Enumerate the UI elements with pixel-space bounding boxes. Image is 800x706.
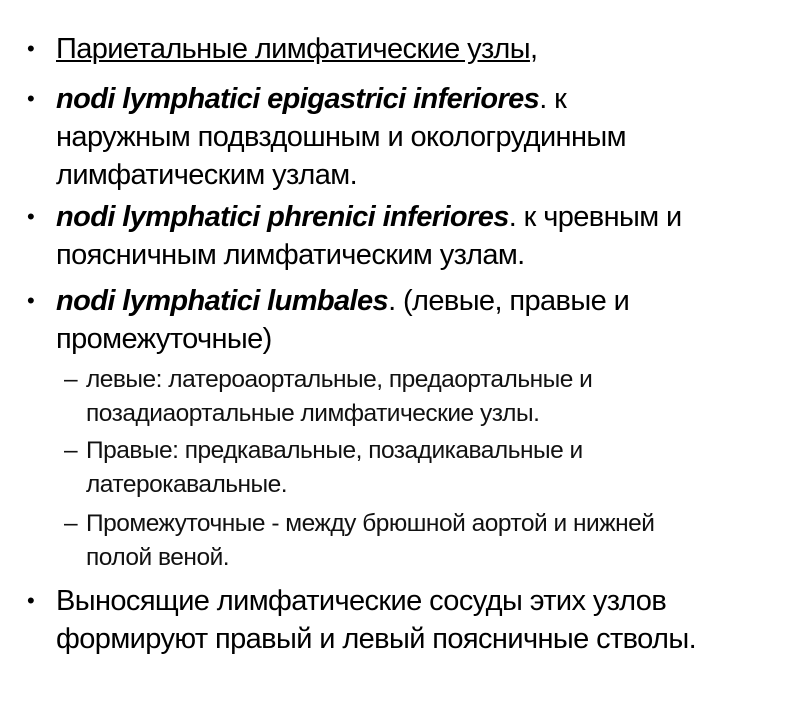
subitem-right: – Правые: предкавальные, позадикавальные и латерокавальные. (86, 434, 583, 502)
latin-term: nodi lymphatici epigastrici inferiores (56, 83, 540, 115)
latin-term: nodi lymphatici phrenici inferiores (56, 201, 509, 233)
bullet-icon: • (27, 204, 35, 229)
dash-icon: – (64, 437, 78, 464)
bullet-icon: • (27, 288, 35, 313)
bullet-item-phrenic: • nodi lymphatici phrenici inferiores. к чревным и поясничным лимфатическим узлам. (56, 198, 682, 274)
heading-text: Париетальные лимфатические узлы (56, 33, 530, 65)
dash-icon: – (64, 510, 78, 537)
bullet-item-epigastric: • nodi lymphatici epigastrici inferiores. к наружным подвздошным и окологрудинным лимфатическим узлам. (56, 80, 626, 194)
latin-term: nodi lymphatici lumbales (56, 285, 389, 317)
dash-icon: – (64, 366, 78, 393)
bullet-icon: • (27, 36, 35, 61)
subitem-left: – левые: латероаортальные, предаортальные и позадиаортальные лимфатические узлы. (86, 363, 592, 431)
subitem-intermediate: – Промежуточные - между брюшной аортой и нижней полой веной. (86, 507, 654, 575)
bullet-icon: • (27, 588, 35, 613)
bullet-item-parietal: • Париетальные лимфатические узлы, (56, 30, 537, 68)
bullet-icon: • (27, 86, 35, 111)
bullet-item-efferent: • Выносящие лимфатические сосуды этих узлов формируют правый и левый поясничные стволы. (56, 582, 696, 658)
bullet-item-lumbar: • nodi lymphatici lumbales. (левые, правые и промежуточные) (56, 282, 629, 358)
